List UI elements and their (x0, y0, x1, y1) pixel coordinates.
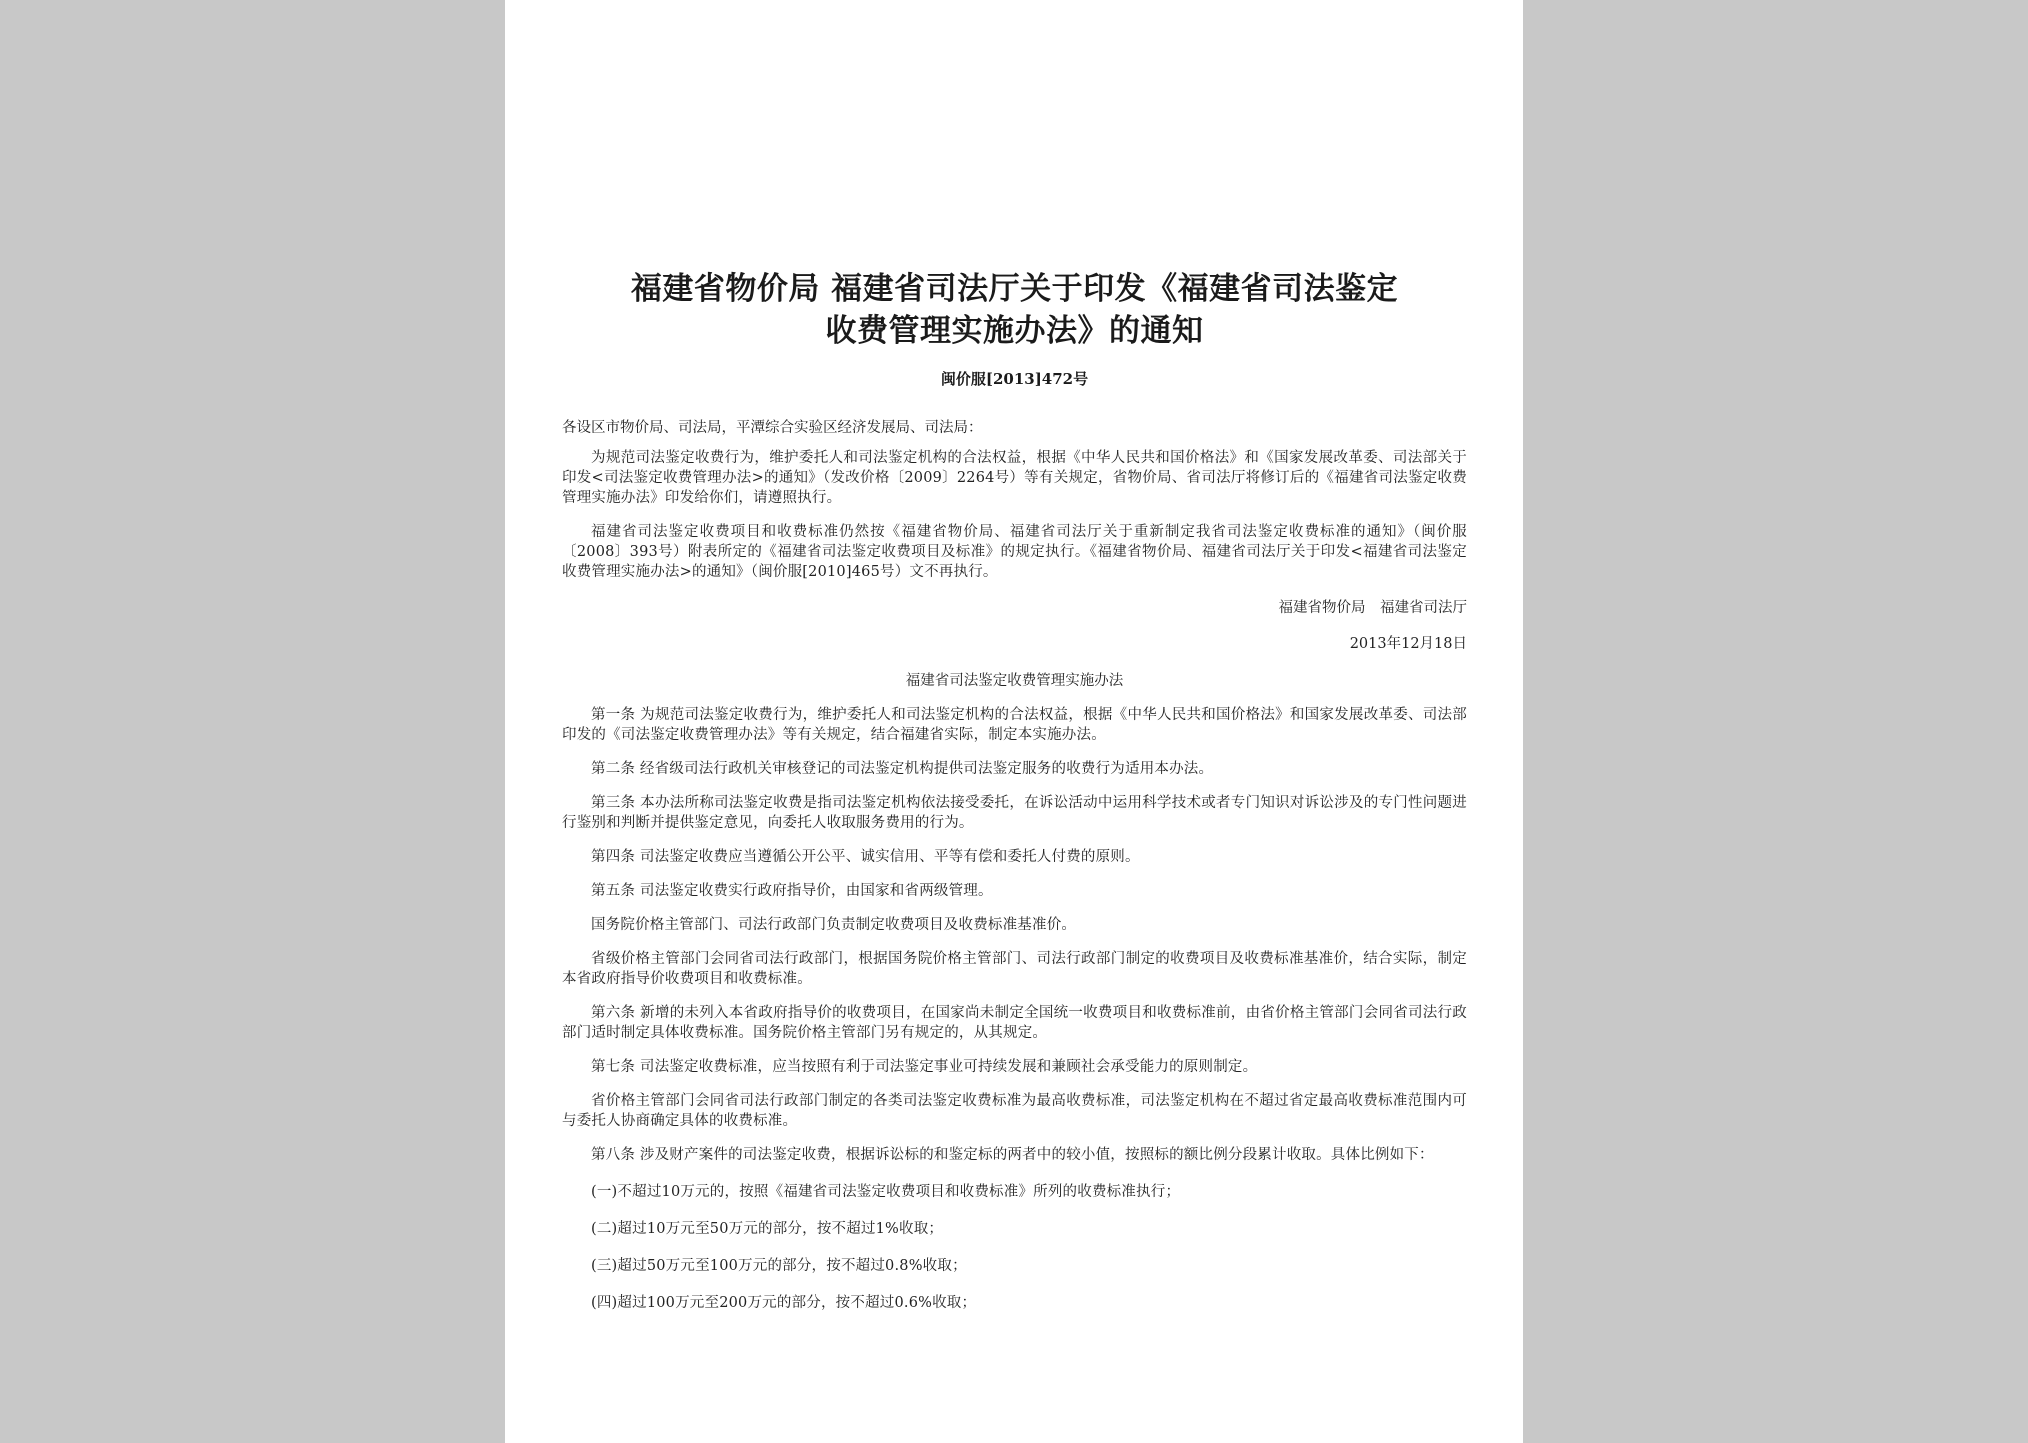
document-number: 闽价服[2013]472号 (940, 370, 1089, 388)
signature: 福建省物价局 福建省司法厅 (1278, 600, 1467, 616)
issue-date: 2013年12月18日 (1349, 636, 1467, 652)
salutation: 各设区市物价局、司法局，平潭综合实验区经济发展局、司法局： (562, 420, 983, 436)
title-line-1: 福建省物价局 福建省司法厅关于印发《福建省司法鉴定 (630, 271, 1399, 307)
article-paragraph: 国务院价格主管部门、司法行政部门负责制定收费项目及收费标准基准价。 (591, 917, 1077, 933)
article-paragraph: 第四条 司法鉴定收费应当遵循公开公平、诚实信用、平等有偿和委托人付费的原则。 (591, 849, 1140, 865)
fee-ratio-list (562, 1182, 1467, 1313)
article-paragraph: 第二条 经省级司法行政机关审核登记的司法鉴定机构提供司法鉴定服务的收费行为适用本办法。 (591, 761, 1214, 777)
article-paragraph: 第一条 为规范司法鉴定收费行为，维护委托人和司法鉴定机构的合法权益，根据《中华人民共和国价格法》和国家发展改革委、司法部印发的《司法鉴定收费管理办法》等有关规定，结合福建省实际，制定本实施办法。 (562, 707, 1467, 743)
document-title (562, 268, 1467, 352)
article-paragraph: 第八条 涉及财产案件的司法鉴定收费，根据诉讼标的和鉴定标的两者中的较小值，按照标的额比例分段累计收取。具体比例如下： (591, 1147, 1434, 1163)
list-item: (二)超过10万元至50万元的部分，按不超过1%收取； (591, 1221, 944, 1237)
articles (562, 705, 1467, 1165)
article-paragraph: 第六条 新增的未列入本省政府指导价的收费项目，在国家尚未制定全国统一收费项目和收费标准前，由省价格主管部门会同省司法行政部门适时制定具体收费标准。国务院价格主管部门另有规定的，从其规定。 (562, 1005, 1467, 1041)
document-page (505, 0, 1523, 1443)
list-item: (四)超过100万元至200万元的部分，按不超过0.6%收取； (591, 1295, 977, 1311)
intro-paragraph: 福建省司法鉴定收费项目和收费标准仍然按《福建省物价局、福建省司法厅关于重新制定我省司法鉴定收费标准的通知》（闽价服〔2008〕393号）附表所定的《福建省司法鉴定收费项目及标准》的规定执行。《福建省物价局、福建省司法厅关于印发<福建省司法鉴定收费管理实施办法>的通知》（闽价服[2010]465号）文不再执行。 (562, 524, 1467, 580)
article-paragraph: 省级价格主管部门会同省司法行政部门，根据国务院价格主管部门、司法行政部门制定的收费项目及收费标准基准价，结合实际，制定本省政府指导价收费项目和收费标准。 (562, 951, 1467, 987)
document-content (562, 268, 1467, 1313)
intro-paragraph: 为规范司法鉴定收费行为，维护委托人和司法鉴定机构的合法权益，根据《中华人民共和国价格法》和《国家发展改革委、司法部关于印发<司法鉴定收费管理办法>的通知》（发改价格〔2009〕2264号）等有关规定，省物价局、省司法厅将修订后的《福建省司法鉴定收费管理实施办法》印发给你们，请遵照执行。 (562, 450, 1467, 506)
list-item: (三)超过50万元至100万元的部分，按不超过0.8%收取； (591, 1258, 967, 1274)
article-paragraph: 省价格主管部门会同省司法行政部门制定的各类司法鉴定收费标准为最高收费标准，司法鉴定机构在不超过省定最高收费标准范围内可与委托人协商确定具体的收费标准。 (562, 1093, 1467, 1129)
article-paragraph: 第五条 司法鉴定收费实行政府指导价，由国家和省两级管理。 (591, 883, 993, 899)
title-line-2: 收费管理实施办法》的通知 (825, 313, 1204, 349)
attachment-title: 福建省司法鉴定收费管理实施办法 (905, 673, 1124, 689)
article-paragraph: 第七条 司法鉴定收费标准，应当按照有利于司法鉴定事业可持续发展和兼顾社会承受能力的原则制定。 (591, 1059, 1258, 1075)
list-item: (一)不超过10万元的，按照《福建省司法鉴定收费项目和收费标准》所列的收费标准执行； (591, 1184, 1181, 1200)
article-paragraph: 第三条 本办法所称司法鉴定收费是指司法鉴定机构依法接受委托，在诉讼活动中运用科学技术或者专门知识对诉讼涉及的专门性问题进行鉴别和判断并提供鉴定意见，向委托人收取服务费用的行为。 (562, 795, 1467, 831)
